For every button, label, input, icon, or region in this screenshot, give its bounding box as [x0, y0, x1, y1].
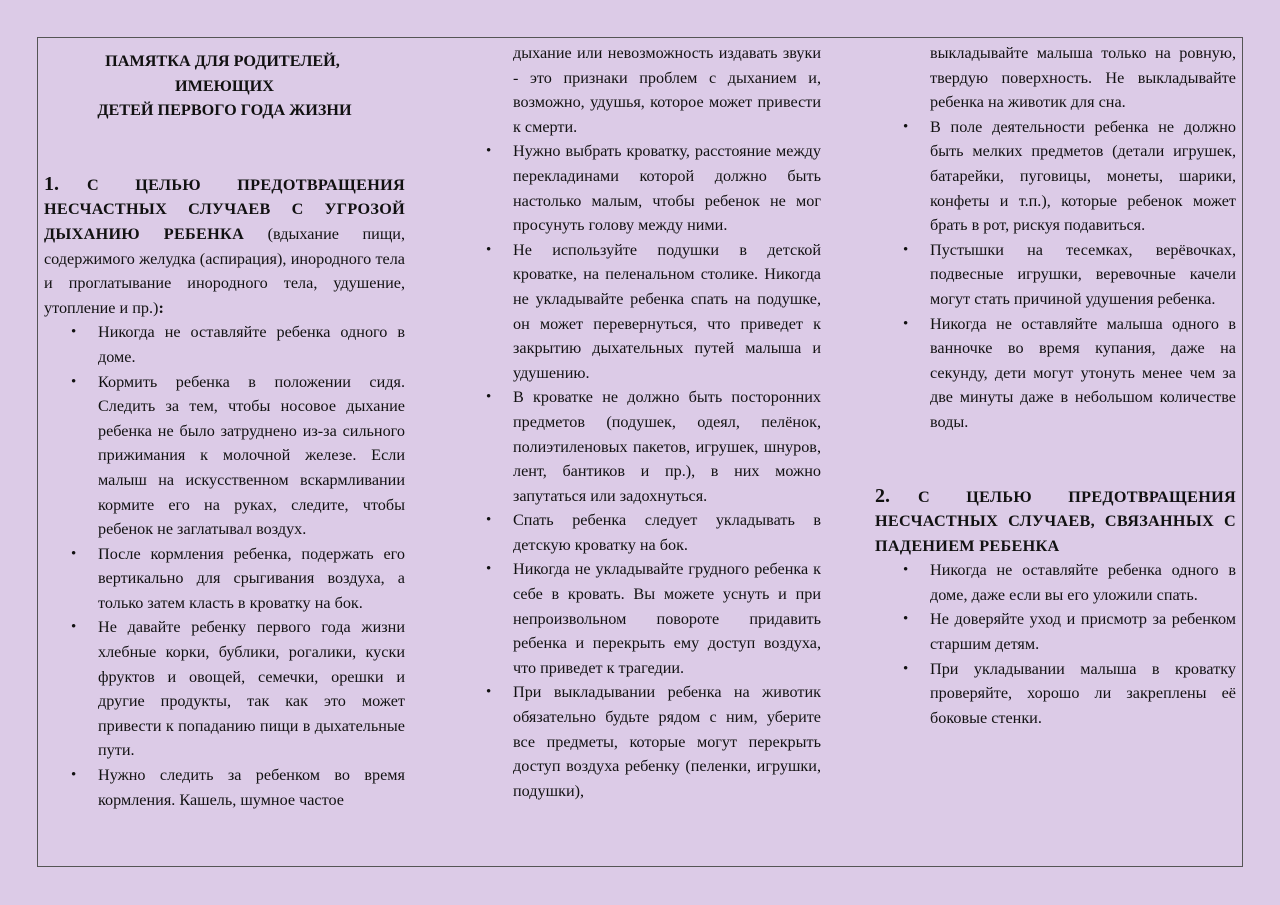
column-1	[44, 49, 405, 812]
section-1-heading	[44, 172, 405, 321]
section-1-caption: С ЦЕЛЬЮ ПРЕДОТВРАЩЕНИЯ НЕСЧАСТНЫХ СЛУЧАЕВ С УГРОЗОЙ ДЫХАНИЮ РЕБЕНКА	[44, 175, 405, 243]
list-item: • После кормления ребенка, подержать его вертикально для срыгивания воздуха, а только затем класть в кроватку на бок.	[44, 542, 405, 616]
list-item: • Спать ребенка следует укладывать в детскую кроватку на бок.	[513, 508, 821, 557]
page-title	[44, 49, 405, 123]
spacer	[44, 123, 405, 172]
column-2	[513, 41, 821, 803]
list-item: • Не доверяйте уход и присмотр за ребенком старшим детям.	[930, 607, 1236, 656]
column-3	[875, 41, 1236, 730]
list-item: • Не используйте подушки в детской кроватке, на пеленальном столике. Никогда не укладывайте ребенка спать на подушке, он может перевернуться, что приведет к закрытию дыхательных путей малыша и удушению.	[513, 238, 821, 386]
list-item: • Никогда не оставляйте ребенка одного в доме, даже если вы его уложили спать.	[930, 558, 1236, 607]
section-2-caption: С ЦЕЛЬЮ ПРЕДОТВРАЩЕНИЯ НЕСЧАСТНЫХ СЛУЧАЕВ, СВЯЗАННЫХ С ПАДЕНИЕМ РЕБЕНКА	[875, 487, 1236, 555]
title-line-3: ДЕТЕЙ ПЕРВОГО ГОДА ЖИЗНИ	[97, 101, 352, 120]
spacer	[930, 435, 1236, 484]
list-item: • Нужно выбрать кроватку, расстояние между перекладинами которой должно быть настолько малым, чтобы ребенок не мог просунуть голову между ними.	[513, 139, 821, 237]
list-item: • Пустышки на тесемках, верёвочках, подвесные игрушки, веревочные качели могут стать причиной удушения ребенка.	[930, 238, 1236, 312]
section-2-heading	[875, 484, 1236, 559]
title-line-2: ИМЕЮЩИХ	[175, 76, 274, 95]
section-1-list-col2	[513, 41, 821, 803]
list-item-continuation: выкладывайте малыша только на ровную, твердую поверхность. Не выкладывайте ребенка на животик для сна.	[930, 44, 1236, 112]
section-1-number: 1.	[44, 172, 59, 195]
section-1-list-col1	[44, 320, 405, 812]
title-line-1: ПАМЯТКА ДЛЯ РОДИТЕЛЕЙ,	[105, 52, 340, 70]
list-item: • В кроватке не должно быть посторонних предметов (подушек, одеял, пелёнок, полиэтиленовых пакетов, игрушек, шнуров, лент, бантиков и пр.), в них можно запутаться или задохнуться.	[513, 385, 821, 508]
section-1-list-col3	[930, 41, 1236, 435]
list-item: • Нужно следить за ребенком во время кормления. Кашель, шумное частое	[44, 763, 405, 812]
section-2-list	[930, 558, 1236, 730]
section-2-number: 2.	[875, 484, 890, 507]
list-item: • Не давайте ребенку первого года жизни хлебные корки, бублики, рогалики, куски фруктов и овощей, семечки, орешки и другие продукты, так как это может привести к попаданию пищи в дыхательные пути.	[44, 615, 405, 763]
list-item: • При выкладывании ребенка на животик обязательно будьте рядом с ним, уберите все предметы, которые могут перекрыть доступ воздуха ребенку (пеленки, игрушки, подушки),	[513, 680, 821, 803]
list-item: • Никогда не оставляйте малыша одного в ванночке во время купания, даже на секунду, дети могут утонуть менее чем за две минуты даже в небольшом количестве воды.	[930, 312, 1236, 435]
list-item: • В поле деятельности ребенка не должно быть мелких предметов (детали игрушек, батарейки, пуговицы, монеты, шарики, конфеты и т.п.), которые ребенок может брать в рот, рискуя подавиться.	[930, 115, 1236, 238]
list-item: • При укладывании малыша в кроватку проверяйте, хорошо ли закреплены её боковые стенки.	[930, 657, 1236, 731]
list-item-continuation: дыхание или невозможность издавать звуки - это признаки проблем с дыханием и, возможно, удушья, которое может привести к смерти.	[513, 44, 821, 136]
list-item: • Никогда не укладывайте грудного ребенка к себе в кровать. Вы можете уснуть и при непроизвольном повороте придавить ребенка и перекрыть ему доступ воздуха, что приведет к трагедии.	[513, 557, 821, 680]
section-1-colon: :	[158, 298, 164, 317]
list-item: • Никогда не оставляйте ребенка одного в доме.	[44, 320, 405, 369]
list-item: • Кормить ребенка в положении сидя. Следить за тем, чтобы носовое дыхание ребенка не было затруднено из-за сильного прижимания к молочной железе. Если малыш на искусственном вскармливании кормите его на руках, следите, чтобы ребенок не заглатывал воздух.	[44, 370, 405, 542]
section-1-description: (вдыхание пищи, содержимого желудка (аспирация), инородного тела и проглатывание инородного тела, удушение, утопление и пр.)	[44, 224, 405, 317]
